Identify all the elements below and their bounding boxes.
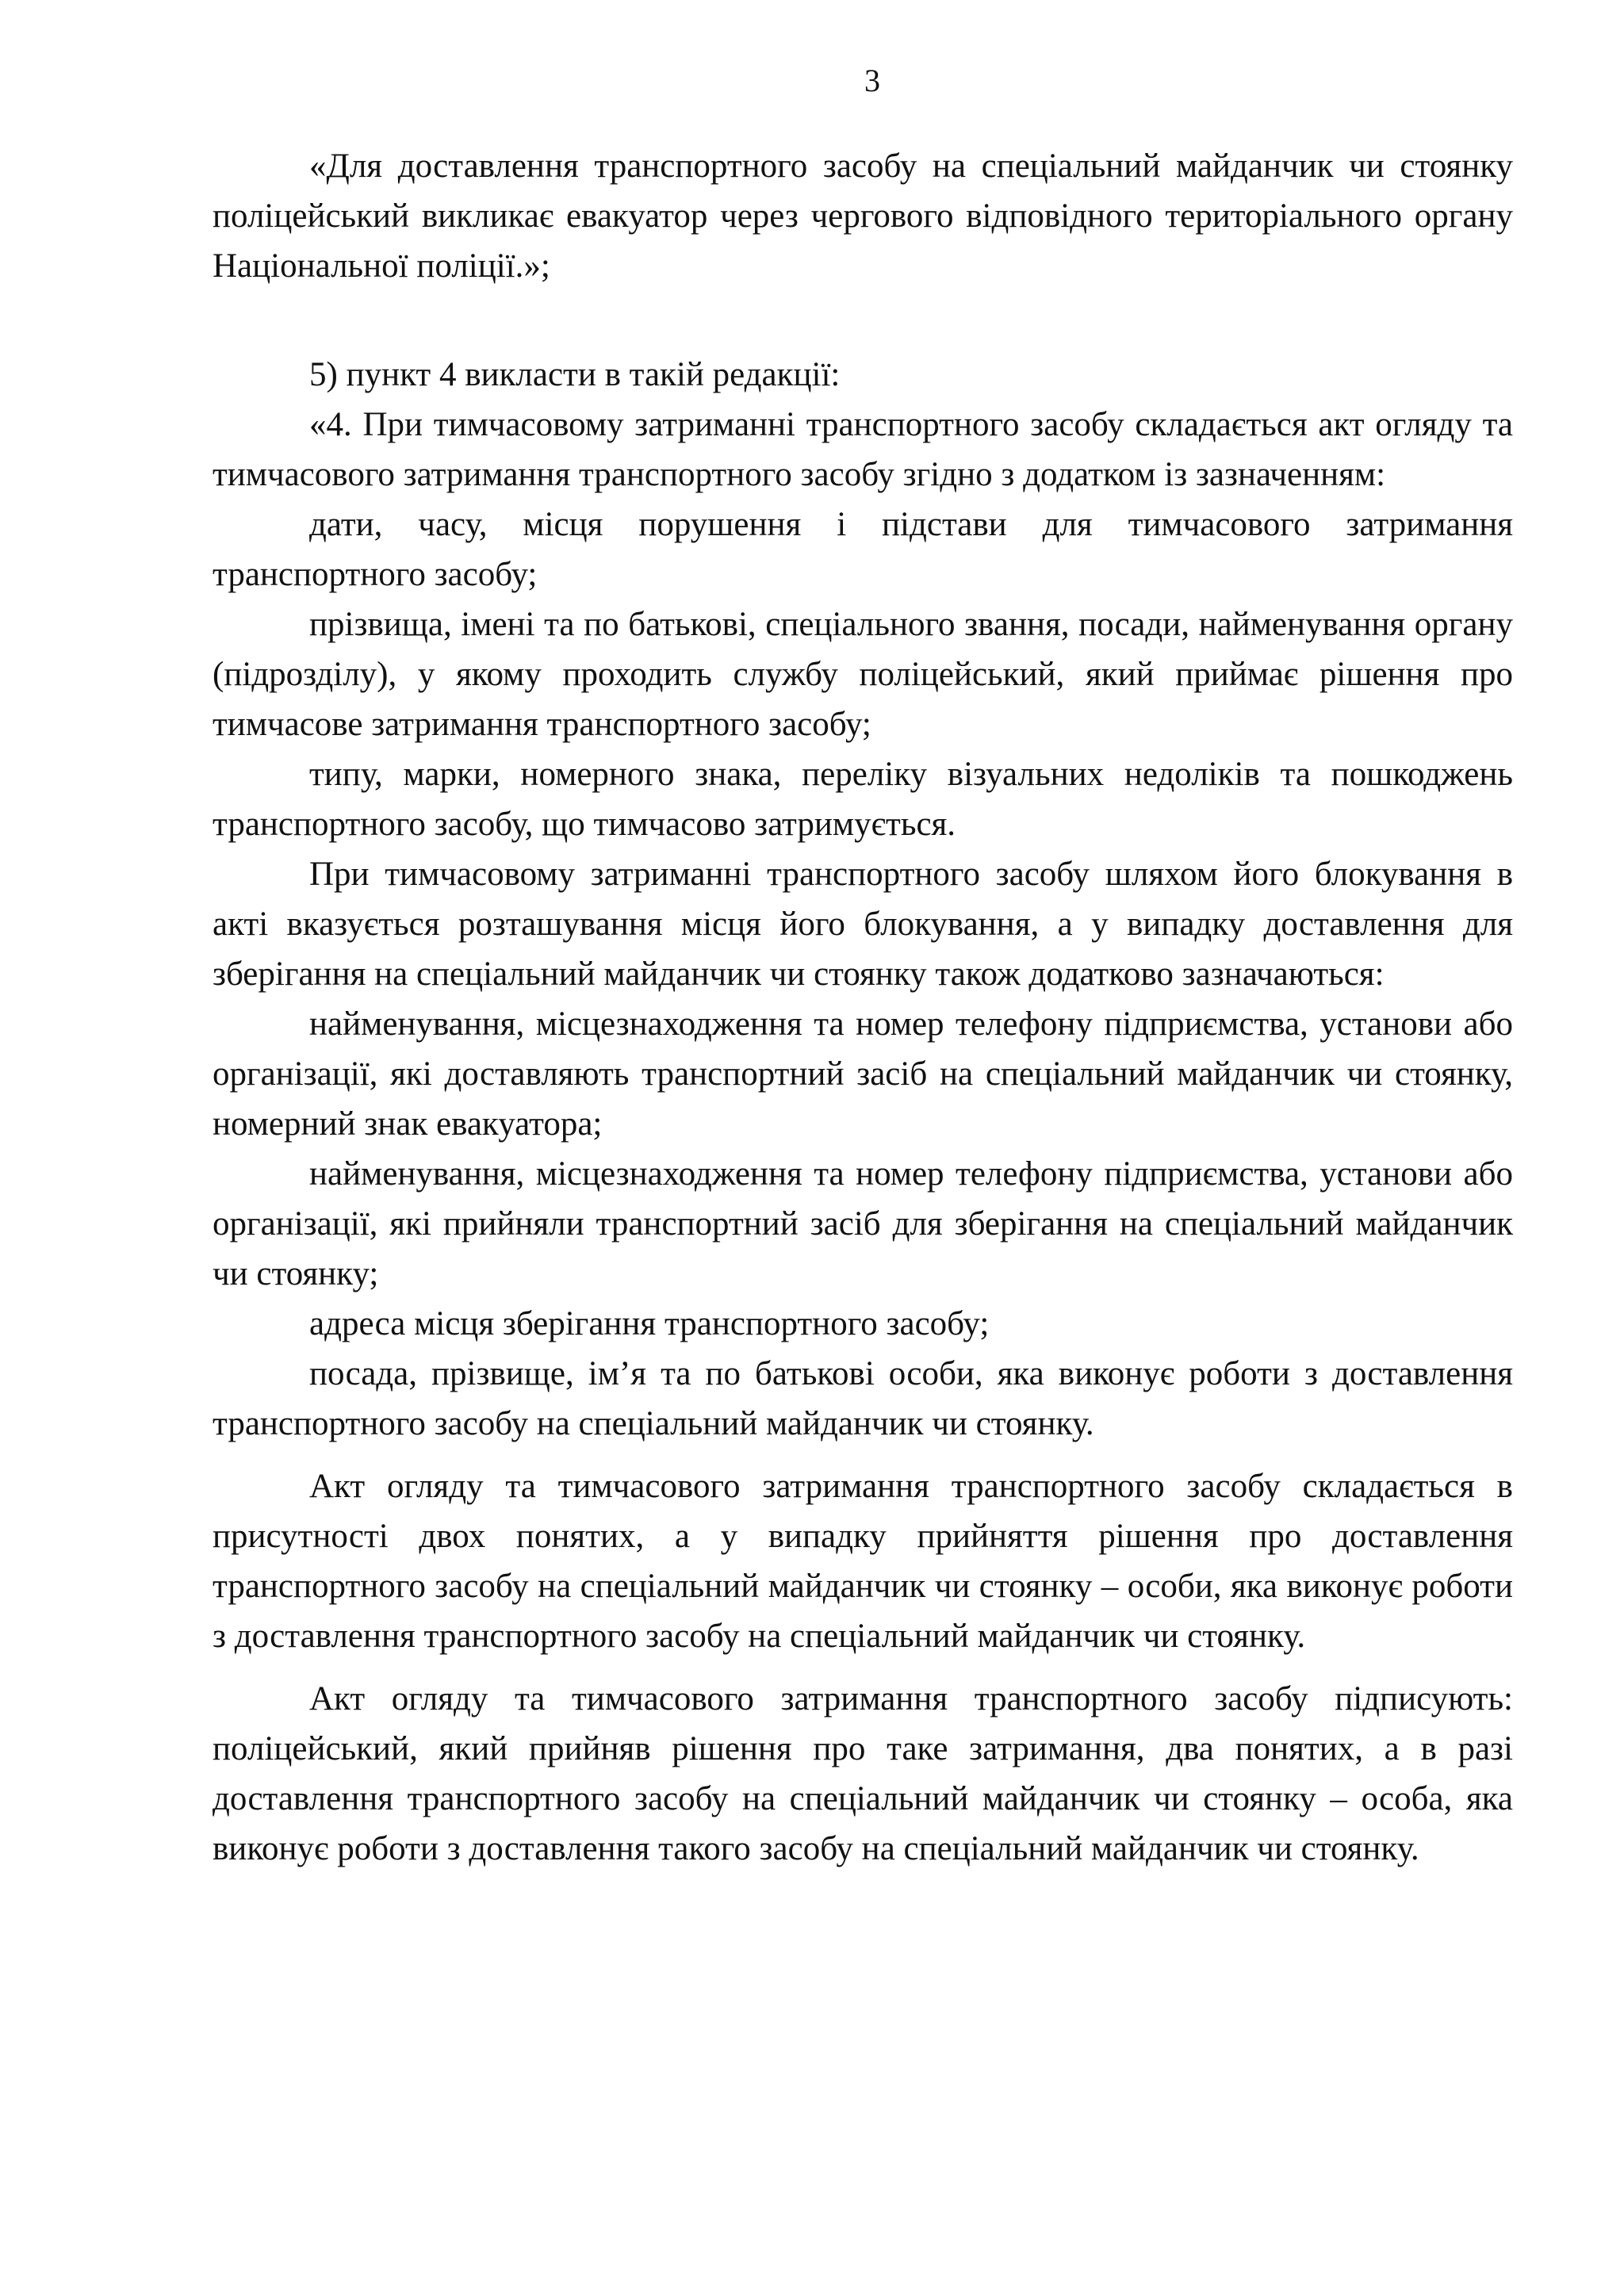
paragraph-delivering-company: найменування, місцезнаходження та номер телефону підприємства, установи або організації, які доставляють транспортний засіб на спеціальний майданчик чи стоянку, номерний знак евакуатора;	[213, 1005, 1513, 1143]
page-number: 3	[864, 63, 880, 98]
document-body	[213, 141, 1513, 1874]
paragraph-date-time-place: дати, часу, місця порушення і підстави для тимчасового затримання транспортного засобу;	[213, 506, 1513, 593]
paragraph-storage-address: адреса місця зберігання транспортного засобу;	[309, 1305, 990, 1342]
paragraph-act-witnesses: Акт огляду та тимчасового затримання транспортного засобу складається в присутності двох понятих, а у випадку прийняття рішення про доставлення транспортного засобу на спеціальний майданчик чи стоянку – особи, яка виконує роботи з доставлення транспортного засобу на спеціальний майданчик чи стоянку.	[213, 1468, 1513, 1655]
paragraph-gap-small	[213, 1661, 1513, 1674]
paragraph-item-5: 5) пункт 4 викласти в такій редакції:	[309, 356, 841, 393]
paragraph-point-4: «4. При тимчасовому затриманні транспортного засобу складається акт огляду та тимчасового затримання транспортного засобу згідно з додатком із зазначенням:	[213, 406, 1513, 493]
paragraph-quote-evacuator: «Для доставлення транспортного засобу на спеціальний майданчик чи стоянку поліцейський викликає евакуатор через чергового відповідного територіального органу Національної поліції.»;	[213, 147, 1513, 285]
paragraph-receiving-company: найменування, місцезнаходження та номер телефону підприємства, установи або організації, які прийняли транспортний засіб для зберігання на спеціальний майданчик чи стоянку;	[213, 1155, 1513, 1292]
paragraph-vehicle-details: типу, марки, номерного знака, переліку візуальних недоліків та пошкоджень транспортного засобу, що тимчасово затримується.	[213, 756, 1513, 843]
paragraph-gap	[213, 291, 1513, 350]
paragraph-act-signatures: Акт огляду та тимчасового затримання транспортного засобу підписують: поліцейський, який прийняв рішення про таке затримання, два понятих, а в разі доставлення транспортного засобу на спеціальний майданчик чи стоянку – особа, яка виконує роботи з доставлення такого засобу на спеціальний майданчик чи стоянку.	[213, 1680, 1513, 1867]
paragraph-blocking-location: При тимчасовому затриманні транспортного засобу шляхом його блокування в акті вказується розташування місця його блокування, а у випадку доставлення для зберігання на спеціальний майданчик чи стоянку також додатково зазначаються:	[213, 856, 1513, 993]
paragraph-responsible-person: посада, прізвище, ім’я та по батькові особи, яка виконує роботи з доставлення транспортного засобу на спеціальний майданчик чи стоянку.	[213, 1355, 1513, 1442]
paragraph-officer-details: прізвища, імені та по батькові, спеціального звання, посади, найменування органу (підрозділу), у якому проходить службу поліцейський, який приймає рішення про тимчасове затримання транспортного засобу;	[213, 606, 1513, 743]
paragraph-gap-small	[213, 1449, 1513, 1461]
